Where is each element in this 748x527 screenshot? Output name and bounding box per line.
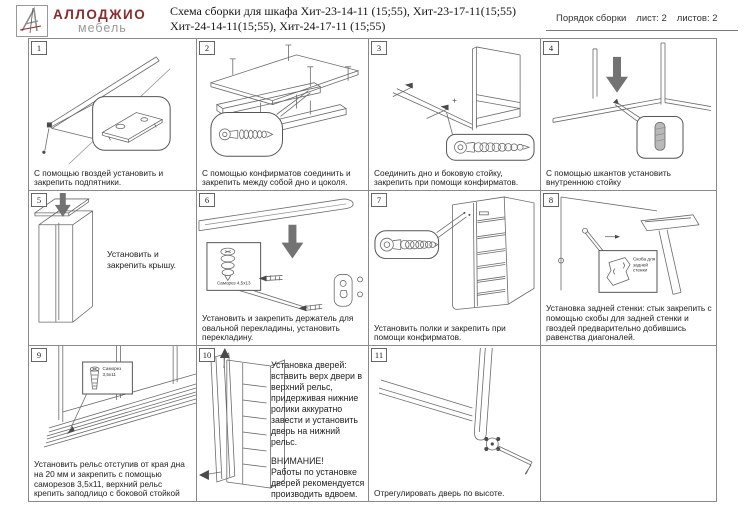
sheet-info <box>556 13 728 24</box>
panel-4-caption: С помощью шкантов установить внутреннюю стойку <box>546 167 671 188</box>
panel-10-warning-text: Работы по установке дверей рекомендуется производить вдвоем. <box>271 466 365 499</box>
panel-6-number: 6 <box>199 193 215 207</box>
panel-2-number: 2 <box>199 41 215 55</box>
steps-grid <box>28 38 717 502</box>
panel-9-inset-label: Саморез 3,5х11 <box>102 366 122 377</box>
panel-9 <box>29 346 197 501</box>
panel-7 <box>369 191 541 346</box>
logo-a-glyph <box>17 6 45 34</box>
panel-2-caption: С помощью конфирматов соединить и закрепить между собой дно и цоколя. <box>202 167 351 188</box>
panel-11 <box>369 346 541 501</box>
panel-10-caption: Установка дверей: вставить верх двери в верхний рельс, придерживая нижние ролики аккуратно завести и установить дверь на нижний рельс. <box>271 360 363 447</box>
panel-10-caption-block <box>271 360 365 500</box>
panel-3-caption: Соединить дно и боковую стойку, закрепить при помощи конфирматов. <box>374 167 519 188</box>
title-line-1: Схема сборки для шкафа Хит-23-14-11 (15;55), Хит-23-17-11(15;55) <box>170 4 517 18</box>
sheet-number: лист: 2 <box>636 13 667 24</box>
panel-6-inset-label: Саморез 4,5х13 <box>216 280 251 286</box>
panel-7-caption: Установить полки и закрепить при помощи конфирматов. <box>374 322 506 343</box>
panel-6-caption: Установить и закрепить держатель для овальной перекладины, установить перекладину. <box>202 312 354 343</box>
panel-6 <box>197 191 369 346</box>
brand-logo-icon <box>16 5 48 37</box>
header-rule <box>546 30 738 31</box>
panel-11-number: 11 <box>371 348 387 362</box>
panel-9-caption: Установить рельс отступив от края дна на 20 мм и закрепить с помощью саморезов 3,5х11, верхний рельс крепить заподлицо с боковой стойкой <box>34 459 185 499</box>
panel-3-number: 3 <box>371 41 387 55</box>
brand-name: АЛЛОДЖИО <box>53 7 147 22</box>
panel-1-caption: С помощью гвоздей установить и закрепить подпятники. <box>34 167 164 188</box>
empty-cell <box>541 346 716 501</box>
brand-subtitle: мебель <box>78 21 127 35</box>
panel-3 <box>369 39 541 191</box>
panel-8-number: 8 <box>543 193 559 207</box>
panel-11-caption: Отрегулировать дверь по высоте. <box>374 488 505 499</box>
panel-2 <box>197 39 369 191</box>
panel-8-inset-label: Скоба для задней стенки <box>633 256 656 273</box>
panel-9-number: 9 <box>31 348 47 362</box>
page-title <box>170 4 560 34</box>
panel-5-number: 5 <box>31 193 47 207</box>
order-label: Порядок сборки <box>556 13 627 24</box>
panel-1 <box>29 39 197 191</box>
panel-7-drawing <box>369 191 540 345</box>
panel-10-warning-title: ВНИМАНИЕ! <box>271 455 324 466</box>
panel-10-number: 10 <box>199 348 215 362</box>
title-line-2: Хит-24-14-11(15;55), Хит-24-17-11 (15;55) <box>170 19 386 33</box>
panel-4 <box>541 39 716 191</box>
panel-4-number: 4 <box>543 41 559 55</box>
sheets-total: листов: 2 <box>676 13 718 24</box>
panel-7-number: 7 <box>371 193 387 207</box>
panel-10 <box>197 346 369 501</box>
panel-5 <box>29 191 197 346</box>
panel-8 <box>541 191 716 346</box>
panel-1-number: 1 <box>31 41 47 55</box>
panel-5-caption: Установить и закрепить крышу. <box>107 249 176 270</box>
panel-11-drawing <box>369 346 540 501</box>
panel-8-caption: Установка задней стенки: стык закрепить с помощью скобы для задней стенки и гвоздей предварительно добившись равенства диагоналей. <box>546 303 712 343</box>
